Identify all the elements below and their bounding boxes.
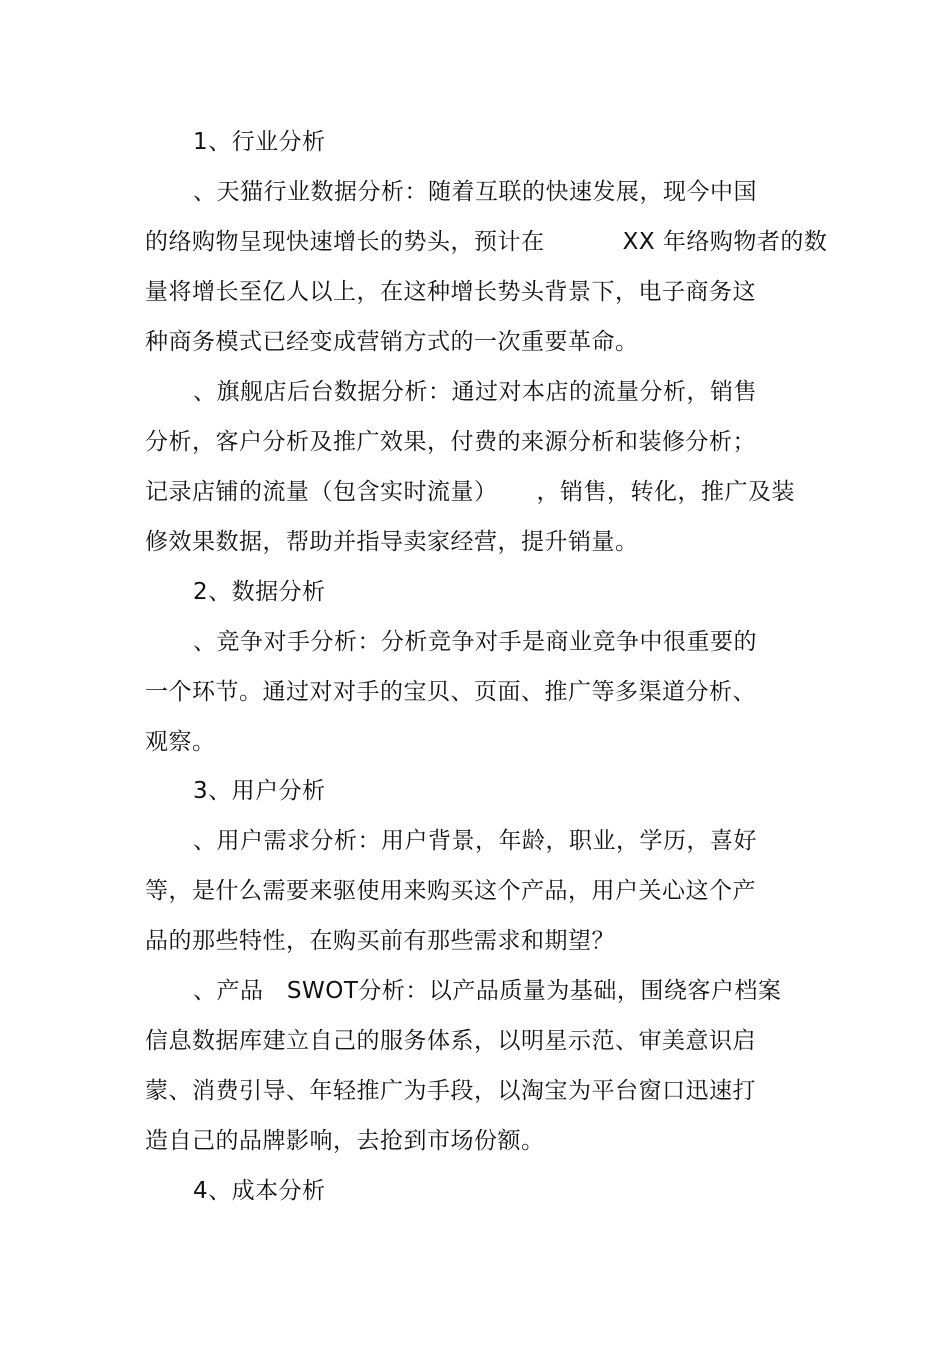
paragraph-line: 种商务模式已经变成营销方式的一次重要革命。 [145,329,639,355]
heading-industry-analysis: 1、行业分析 [193,129,326,155]
paragraph-line: 观察。 [145,729,216,755]
paragraph-line: 修效果数据，帮助并指导卖家经营，提升销量。 [145,529,639,555]
paragraph-line: 记录店铺的流量（包含实时流量） ，销售，转化，推广及装 [145,479,796,505]
paragraph-line: 的络购物呈现快速增长的势头，预计在 XX 年络购物者的数 [145,229,828,255]
paragraph-line: 品的那些特性，在购买前有那些需求和期望？ [145,928,615,954]
heading-data-analysis: 2、数据分析 [193,579,326,605]
paragraph-line: 、天猫行业数据分析：随着互联的快速发展，现今中国 [193,179,757,205]
paragraph-line: 信息数据库建立自己的服务体系，以明星示范、审美意识启 [145,1028,756,1054]
paragraph-line: 、旗舰店后台数据分析：通过对本店的流量分析，销售 [193,379,757,405]
paragraph-line: 蒙、消费引导、年轻推广为手段，以淘宝为平台窗口迅速打 [145,1078,756,1104]
paragraph-line: 一个环节。通过对对手的宝贝、页面、推广等多渠道分析、 [145,679,756,705]
paragraph-line: 等，是什么需要来驱使用来购买这个产品，用户关心这个产 [145,878,756,904]
heading-user-analysis: 3、用户分析 [193,778,326,804]
paragraph-line: 量将增长至亿人以上，在这种增长势头背景下，电子商务这 [145,279,756,305]
paragraph-line: 分析，客户分析及推广效果，付费的来源分析和装修分析； [145,429,756,455]
paragraph-line: 造自己的品牌影响，去抢到市场份额。 [145,1128,545,1154]
paragraph-line: 、用户需求分析：用户背景，年龄，职业，学历，喜好 [193,828,757,854]
paragraph-line: 、竞争对手分析：分析竞争对手是商业竞争中很重要的 [193,629,757,655]
heading-cost-analysis: 4、成本分析 [193,1178,326,1204]
paragraph-line: 、产品 SWOT分析：以产品质量为基础，围绕客户档案 [193,978,782,1004]
